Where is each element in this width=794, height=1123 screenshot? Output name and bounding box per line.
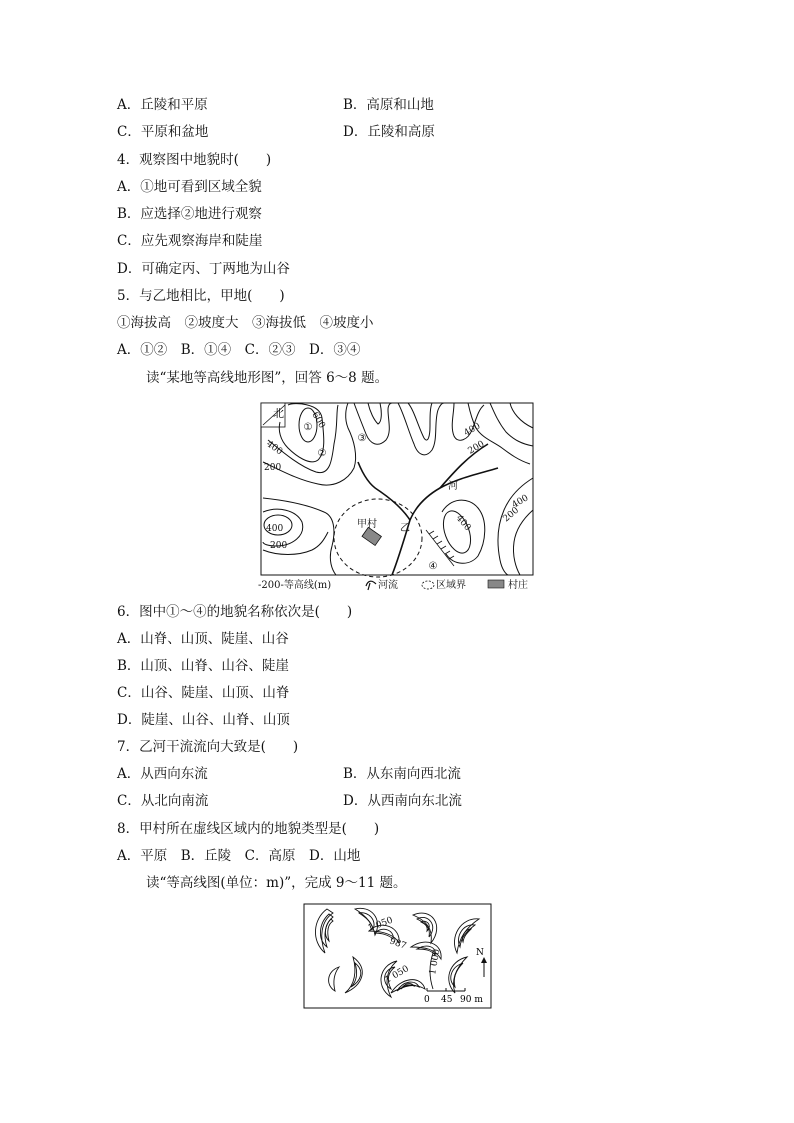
intro-9-11: 读“等高线图(单位：m)”，完成 9～11 题。 [146,875,407,891]
scale-90: 90 m [460,995,483,1005]
contour-200-e: 200 [270,541,288,551]
label-1050-a: 1 050 [366,915,395,934]
q4-option-b: B．应选择②地进行观察 [117,206,262,222]
north-indicator [261,403,285,427]
contour-200-a: 200 [264,463,282,473]
mark-4: ④ [428,561,438,572]
mark-2: ② [317,448,327,459]
q4-option-d: D．可确定丙、丁两地为山谷 [117,261,290,277]
q4-option-a: A．①地可看到区域全貌 [117,179,262,195]
contour-400-a: 400 [264,439,285,458]
q7-option-c: C．从北向南流 [117,793,209,809]
q7-option-d: D．从西南向东北流 [343,793,462,809]
north-label: 北 [273,407,284,420]
q6-option-b: B．山顶、山脊、山谷、陡崖 [117,658,289,674]
q3-option-d: D．丘陵和高原 [343,124,435,140]
village-label: 甲村 [357,519,377,530]
q7-option-b: B．从东南向西北流 [343,766,461,782]
q5-options: A．①② B．①④ C．②③ D．③④ [117,342,361,358]
contour-400-c: 400 [510,493,531,511]
contour-400-b: 400 [462,421,483,439]
q7-option-a: A．从西向东流 [117,766,208,782]
q5-items: ①海拔高 ②坡度大 ③海拔低 ④坡度小 [117,315,374,331]
mark-1: ① [303,422,313,433]
q6-stem: 6．图中①～④的地貌名称依次是( ) [117,604,353,620]
yi-label: 乙 [400,523,410,534]
legend-boundary: 区域界 [436,580,466,591]
q6-option-d: D．陡崖、山谷、山脊、山顶 [117,712,290,728]
river-label: 河 [448,481,458,492]
scale-0: 0 [424,995,430,1005]
intro-6-8: 读“某地等高线地形图”，回答 6～8 题。 [146,370,389,386]
q3-option-c: C．平原和盆地 [117,124,209,140]
q3-option-b: B．高原和山地 [343,97,434,113]
scale-45: 45 [441,995,453,1005]
q8-options: A．平原 B．丘陵 C．高原 D．山地 [117,848,361,864]
label-1050-b: 1 050 [383,964,411,986]
legend-village: 村庄 [508,580,528,591]
q4-stem: 4．观察图中地貌时( ) [117,152,272,168]
q8-stem: 8．甲村所在虚线区域内的地貌类型是( ) [117,821,380,837]
north-label-2: N [476,948,484,958]
q3-option-a: A．丘陵和平原 [117,97,208,113]
contour-map-1 [258,400,536,593]
map-legend [258,578,528,591]
contour-600: 600 [309,410,327,431]
legend-river: 河流 [378,580,398,591]
contour-map-2 [303,903,493,1010]
contour-200-b: 200 [466,439,487,457]
contour-200-c: 200 [501,505,522,525]
q4-option-c: C．应先观察海岸和陡崖 [117,233,263,249]
label-1000: 1 000 [428,948,443,976]
q6-option-c: C．山谷、陡崖、山顶、山脊 [117,685,290,701]
contour-400-d: 400 [453,513,473,534]
legend-contour: -200-等高线(m) [258,580,332,591]
q6-option-a: A．山脊、山顶、陡崖、山谷 [117,631,289,647]
label-987: 987 [387,936,408,952]
q7-stem: 7．乙河干流流向大致是( ) [117,739,299,755]
mark-3: ③ [357,433,367,444]
contour-400-e: 400 [266,524,284,534]
q5-stem: 5．与乙地相比，甲地( ) [117,288,285,304]
